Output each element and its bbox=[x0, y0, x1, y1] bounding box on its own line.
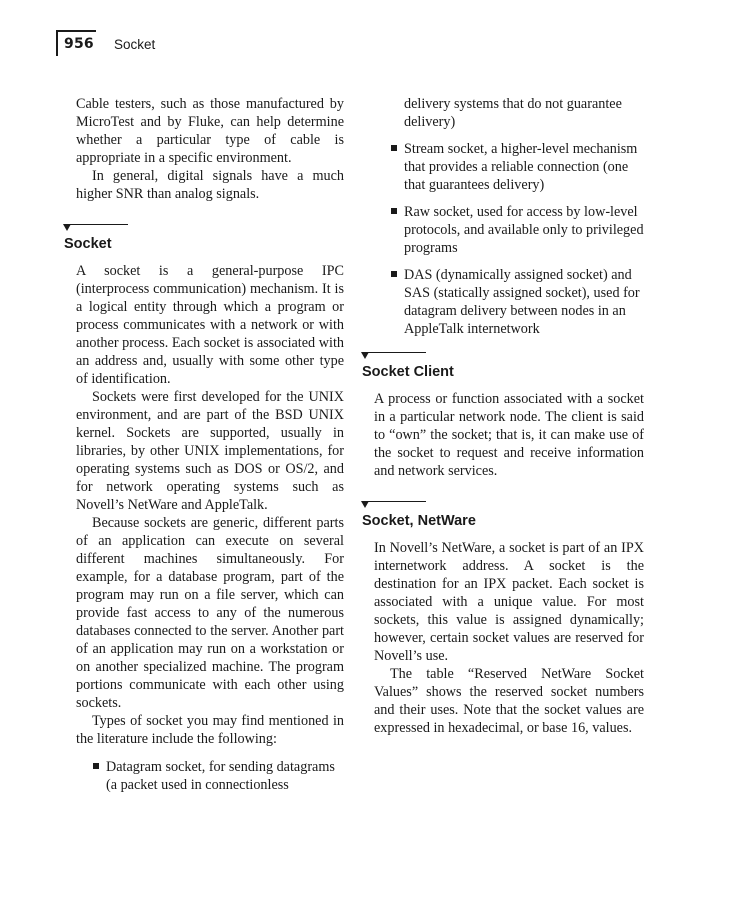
marker-rule bbox=[64, 224, 128, 225]
triangle-icon bbox=[361, 501, 369, 508]
triangle-icon bbox=[361, 352, 369, 359]
socket-netware-paragraph-1: In Novell’s NetWare, a socket is part of an IPX internetwork address. A socket is the destination for an IPX packet. Each socket is associated with a unique value. For most sockets, this value is assigned dynamically; however, certain socket values are reserved for Novell’s use. bbox=[374, 540, 644, 664]
list-item-text: delivery systems that do not guarantee delivery) bbox=[404, 96, 622, 130]
list-item-text: DAS (dynamically assigned socket) and SAS (statically assigned socket), used for datagram delivery between nodes in an AppleTalk internetwork bbox=[404, 267, 640, 337]
section-marker bbox=[362, 352, 426, 362]
section-socket bbox=[64, 224, 344, 794]
bullet-square-icon bbox=[391, 271, 397, 277]
socket-types-list bbox=[76, 758, 344, 794]
section-marker bbox=[64, 224, 128, 234]
header-vertical-rule bbox=[56, 30, 58, 56]
intro-paragraph-1: Cable testers, such as those manufactured by MicroTest and by Fluke, can help determine whether a particular type of cable is appropriate in a specific environment. bbox=[76, 96, 344, 166]
socket-client-paragraph: A process or function associated with a socket in a particular network node. The client is said to “own” the socket; that is, it can make use of the socket to request and receive information and network services. bbox=[374, 391, 644, 479]
list-item bbox=[374, 266, 644, 338]
list-item-text: Datagram socket, for sending datagrams (a packet used in connectionless bbox=[106, 759, 335, 793]
list-item bbox=[374, 140, 644, 194]
section-title-socket: Socket bbox=[64, 236, 112, 252]
section-marker bbox=[362, 501, 426, 511]
section-title-socket-netware: Socket, NetWare bbox=[362, 513, 476, 529]
list-item bbox=[76, 758, 344, 794]
list-item bbox=[374, 95, 644, 131]
socket-paragraph-4: Types of socket you may find mentioned in the literature include the following: bbox=[76, 713, 344, 747]
section-title-socket-client: Socket Client bbox=[362, 364, 454, 380]
list-item bbox=[374, 203, 644, 257]
running-title: Socket bbox=[114, 37, 156, 52]
bullet-square-icon bbox=[93, 763, 99, 769]
intro-paragraph-2: In general, digital signals have a much higher SNR than analog signals. bbox=[76, 168, 344, 202]
socket-paragraph-1: A socket is a general-purpose IPC (interprocess communication) mechanism. It is a logical entity through which a program or process communicates with a network or with another process. Each socket is associated with an address and, usually with some other type of identification. bbox=[76, 263, 344, 387]
left-column bbox=[64, 95, 344, 803]
socket-paragraph-2: Sockets were first developed for the UNIX environment, and are part of the BSD UNIX kernel. Sockets are supported, usually in libraries, by other UNIX implementations, for operating systems such as DOS or OS/2, and for network operating systems such as Novell’s NetWare and AppleTalk. bbox=[76, 389, 344, 513]
section-socket-netware bbox=[362, 501, 644, 737]
socket-paragraph-3: Because sockets are generic, different parts of an application can execute on several different machines simultaneously. For example, for a database program, part of the program may run on a file server, which can provide fast access to any of the numerous databases connected to the server. Another part of an application may run on a workstation or on another specialized machine. The program portions communicate with each other using sockets. bbox=[76, 515, 344, 711]
triangle-icon bbox=[63, 224, 71, 231]
right-column bbox=[362, 95, 644, 737]
list-item-text: Stream socket, a higher-level mechanism that provides a reliable connection (one that guarantees delivery) bbox=[404, 141, 638, 193]
list-item-text: Raw socket, used for access by low-level protocols, and available only to privileged programs bbox=[404, 204, 644, 256]
socket-types-list-continued bbox=[374, 95, 644, 338]
page-number: 956 bbox=[64, 36, 94, 52]
bullet-square-icon bbox=[391, 208, 397, 214]
marker-rule bbox=[362, 501, 426, 502]
socket-netware-paragraph-2: The table “Reserved NetWare Socket Values” shows the reserved socket numbers and their uses. Note that the socket values are expressed in hexadecimal, or base 16, values. bbox=[374, 666, 644, 736]
bullet-square-icon bbox=[391, 145, 397, 151]
marker-rule bbox=[362, 352, 426, 353]
page-header bbox=[56, 30, 276, 56]
header-horizontal-rule bbox=[56, 30, 96, 32]
section-socket-client bbox=[362, 352, 644, 480]
